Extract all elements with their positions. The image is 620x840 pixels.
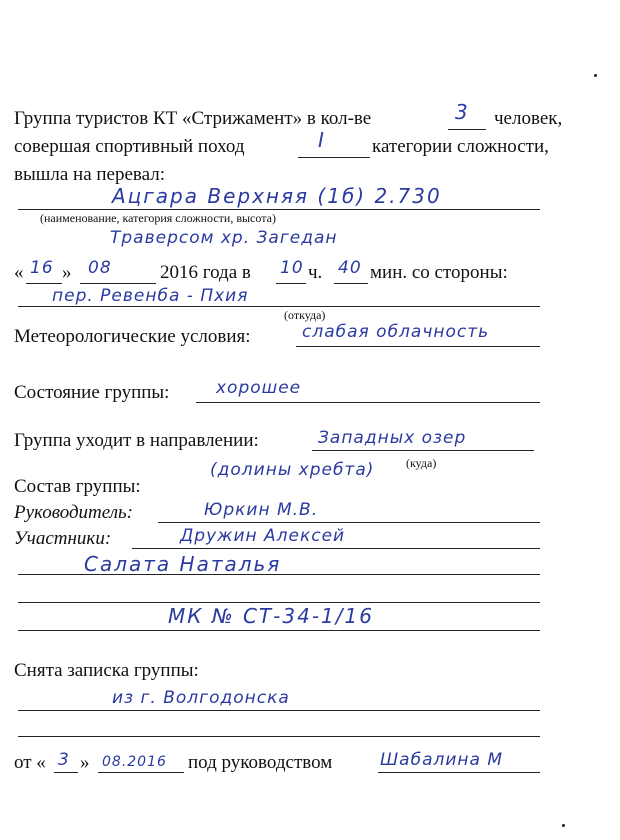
from-underline	[18, 306, 540, 307]
note-day-underline	[54, 772, 78, 773]
handwritten-count: 3	[455, 100, 470, 124]
date-open-quote: «	[14, 262, 24, 283]
note-date-underline	[98, 772, 184, 773]
state-label: Состояние группы:	[14, 382, 170, 403]
meteo-underline	[296, 346, 540, 347]
from-caption: (откуда)	[284, 308, 326, 322]
handwritten-direction-2: (долины хребта)	[210, 460, 375, 480]
pass-caption: (наименование, категория сложности, высота)	[40, 211, 276, 225]
leader-underline	[158, 522, 540, 523]
handwritten-state: хорошее	[216, 378, 302, 398]
leader-label: Руководитель:	[14, 502, 134, 523]
under-leadership-label: под руководством	[188, 752, 333, 773]
handwritten-note-day: 3	[58, 750, 70, 770]
handwritten-note-from: из г. Волгодонска	[112, 688, 290, 708]
direction-underline	[312, 450, 534, 451]
note-from-open-quote: от «	[14, 752, 46, 773]
members-label: Участники:	[14, 528, 112, 549]
scan-speck	[594, 74, 597, 77]
date-hour-label: ч.	[308, 262, 323, 283]
handwritten-direction: Западных озер	[318, 428, 467, 448]
count-underline	[448, 129, 486, 130]
form-line-group-count-suffix: человек,	[494, 108, 563, 129]
handwritten-category: I	[318, 128, 326, 152]
note-leader-underline	[378, 772, 540, 773]
day-underline	[26, 283, 62, 284]
handwritten-day: 16	[30, 258, 54, 278]
handwritten-member-1: Дружин Алексей	[180, 526, 346, 546]
date-year-label: 2016 года в	[160, 262, 251, 283]
pass-underline	[18, 209, 540, 210]
member-2-underline	[18, 574, 540, 575]
note-from-close-quote: »	[80, 752, 90, 773]
date-close-quote: »	[62, 262, 72, 283]
handwritten-leader: Юркин М.В.	[204, 500, 319, 520]
form-line-group-count-prefix: Группа туристов КТ «Стрижамент» в кол-ве	[14, 108, 372, 129]
handwritten-pass-name: Ацгара Верхняя (1б) 2.730	[112, 184, 442, 208]
handwritten-from: пер. Ревенба - Пхия	[52, 286, 249, 306]
note-underline-1	[18, 710, 540, 711]
scan-speck	[562, 824, 565, 827]
direction-label: Группа уходит в направлении:	[14, 430, 259, 451]
member-4-underline	[18, 630, 540, 631]
form-line-pass-label: вышла на перевал:	[14, 164, 165, 185]
member-3-underline	[18, 602, 540, 603]
date-minute-label: мин. со стороны:	[370, 262, 508, 283]
category-underline	[298, 157, 370, 158]
form-line-hike-prefix: совершая спортивный поход	[14, 136, 245, 157]
composition-label: Состав группы:	[14, 476, 141, 497]
handwritten-hour: 10	[280, 258, 304, 278]
month-underline	[80, 283, 156, 284]
note-underline-2	[18, 736, 540, 737]
direction-caption: (куда)	[406, 456, 437, 470]
minute-underline	[334, 283, 368, 284]
handwritten-mk-number: МК № СТ-34-1/16	[168, 604, 374, 628]
form-line-hike-suffix: категории сложности,	[372, 136, 549, 157]
member-1-underline	[132, 548, 540, 549]
handwritten-meteo: слабая облачность	[302, 322, 490, 342]
state-underline	[196, 402, 540, 403]
handwritten-traverse: Траверсом хр. Загедан	[110, 228, 338, 248]
handwritten-note-leader: Шабалина М	[380, 750, 504, 770]
handwritten-member-2: Салата Наталья	[84, 552, 282, 576]
hour-underline	[276, 283, 306, 284]
handwritten-note-date: 08.2016	[102, 754, 167, 770]
handwritten-month: 08	[88, 258, 112, 278]
note-label: Снята записка группы:	[14, 660, 199, 681]
meteo-label: Метеорологические условия:	[14, 326, 251, 347]
handwritten-minute: 40	[338, 258, 362, 278]
